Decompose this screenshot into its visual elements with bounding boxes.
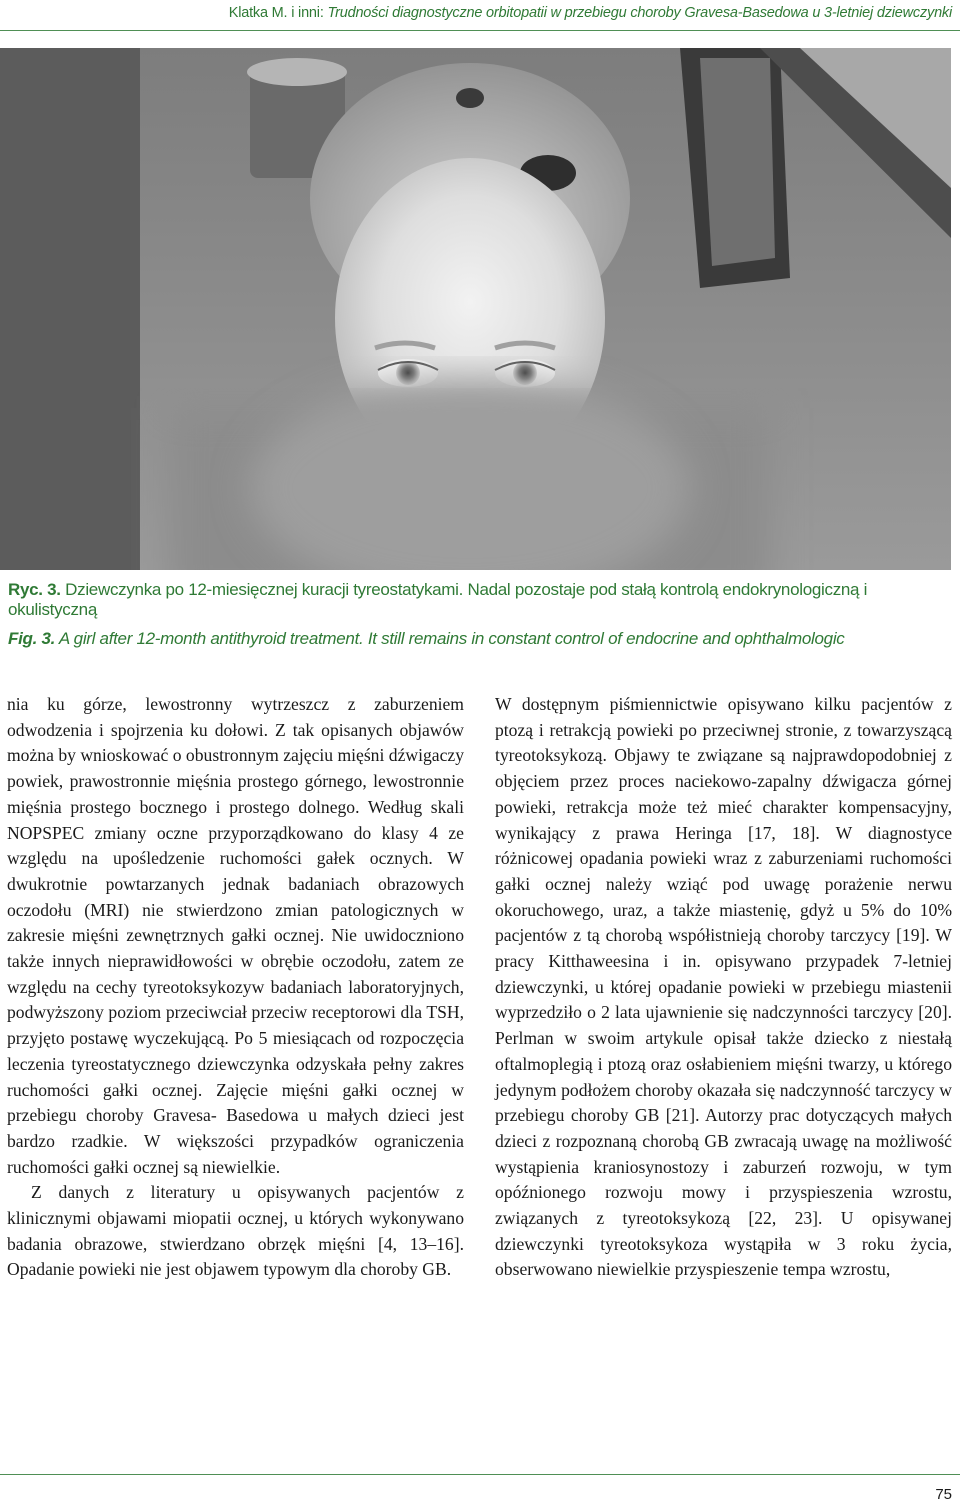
caption-english: [8, 629, 948, 649]
caption-english-label: Fig. 3.: [8, 629, 56, 648]
figure-photo: [0, 48, 951, 570]
paragraph-left-1: nia ku górze, lewostronny wytrzeszcz z zaburzeniem odwodzenia i spojrzenia ku dołowi. Z tak opisanych objawów można by wnioskować o obustronnym zajęciu mięśni dźwigaczy powiek, prawostronnie mięśnia prostego górnego, lewostronnie mięśnia prostego bocznego i prostego dolnego. Według skali NOPSPEC zmiany oczne przyporządkowano do klasy 4 ze względu na upośledzenie ruchomości gałek ocznych. W dwukrotnie powtarzanych jednak badaniach obrazowych oczodołu (MRI) nie stwierdzono zmian patologicznych w zakresie mięśni zewnętrznych gałki ocznej. Nie uwidoczniono także innych nieprawidłowości w obrębie oczodołu, zatem ze względu na cechy tyreotoksykozyw badaniach laboratoryjnych, podwyższony poziom przeciwciał przeciw receptorowi dla TSH, przyjęto postawę wyczekującą. Po 5 miesiącach od rozpoczęcia leczenia tyreostatycznego dziewczynka odzyskała pełny zakres ruchomości gałki ocznej. Zajęcie mięśni gałki ocznej w przebiegu choroby Gravesa- Basedowa u małych dzieci jest bardzo rzadkie. W większości przypadków ograniczenia ruchomości gałki ocznej są niewielkie.: [7, 694, 464, 1177]
photo-girl-after-treatment: [0, 48, 951, 570]
body-column-left: [7, 692, 464, 1283]
caption-polish: [8, 580, 948, 620]
caption-english-text: A girl after 12-month antithyroid treatment. It still remains in constant control of endocrine and ophthalmologic: [58, 629, 845, 648]
caption-polish-label: Ryc. 3.: [8, 580, 61, 599]
footer-divider: [0, 1474, 960, 1475]
header-divider: [0, 30, 960, 31]
paragraph-left-2: Z danych z literatury u opisywanych pacjentów z klinicznymi objawami miopatii ocznej, u których wykonywano badania obrazowe, stwierdzano obrzęk mięśni [4, 13–16]. Opadanie powieki nie jest objawem typowym dla choroby GB.: [7, 1182, 464, 1280]
paragraph-right-1: W dostępnym piśmiennictwie opisywano kilku pacjentów z ptozą i retrakcją powieki po przeciwnej stronie, z towarzyszącą tyreotoksykozą. Objawy te związane są najprawdopodobniej z objęciem przez proces naciekowo-zapalny dźwigacza górnej powieki, retrakcja może też mieć charakter kompensacyjny, wynikający z prawa Heringa [17, 18]. W diagnostyce różnicowej opadania powieki wraz z zaburzeniami ruchomości gałki ocznej należy wziąć pod uwagę porażenie nerwu okoruchowego, uraz, a także miastenię, gdyż u 5% do 10% pacjentów z tą chorobą współistnieją choroby tarczycy [19]. W pracy Kitthaweesina i in. opisywano przypadek 7-letniej dziewczynki, u której opadanie powieki w przebiegu miastenii wyprzedziło o 2 lata ujawnienie się nadczynności tarczycy [20]. Perlman w swoim artykule opisał także dziecko z niestałą oftalmoplegią i ptozą oraz osłabieniem mięśni twarzy, u którego jedynym podłożem choroby okazała się nadczynność tarczycy w przebiegu choroby GB [21]. Autorzy prac dotyczących małych dzieci z rozpoznaną chorobą GB zwracają uwagę na możliwość wystąpienia kraniosynostozy i zaburzeń rozwoju, w tym opóźnionego rozwoju mowy i przyspieszenia wzrostu, związanych z tyreotoksykozą [22, 23]. U opisywanej dziewczynki tyreotoksykoza wystąpiła w 3 roku życia, obserwowano niewielkie przyspieszenie tempa wzrostu,: [495, 694, 952, 1280]
body-column-right: [495, 692, 952, 1283]
figure-caption: [8, 580, 948, 649]
page-number: 75: [935, 1486, 952, 1503]
running-head: [229, 5, 952, 21]
running-head-title: Trudności diagnostyczne orbitopatii w przebiegu choroby Gravesa-Basedowa u 3-letniej dziewczynki: [327, 5, 952, 21]
running-head-authors: Klatka M. i inni:: [228, 5, 324, 21]
caption-polish-text: Dziewczynka po 12-miesięcznej kuracji tyreostatykami. Nadal pozostaje pod stałą kontrolą endokrynologiczną i okulistyczną: [8, 580, 868, 619]
